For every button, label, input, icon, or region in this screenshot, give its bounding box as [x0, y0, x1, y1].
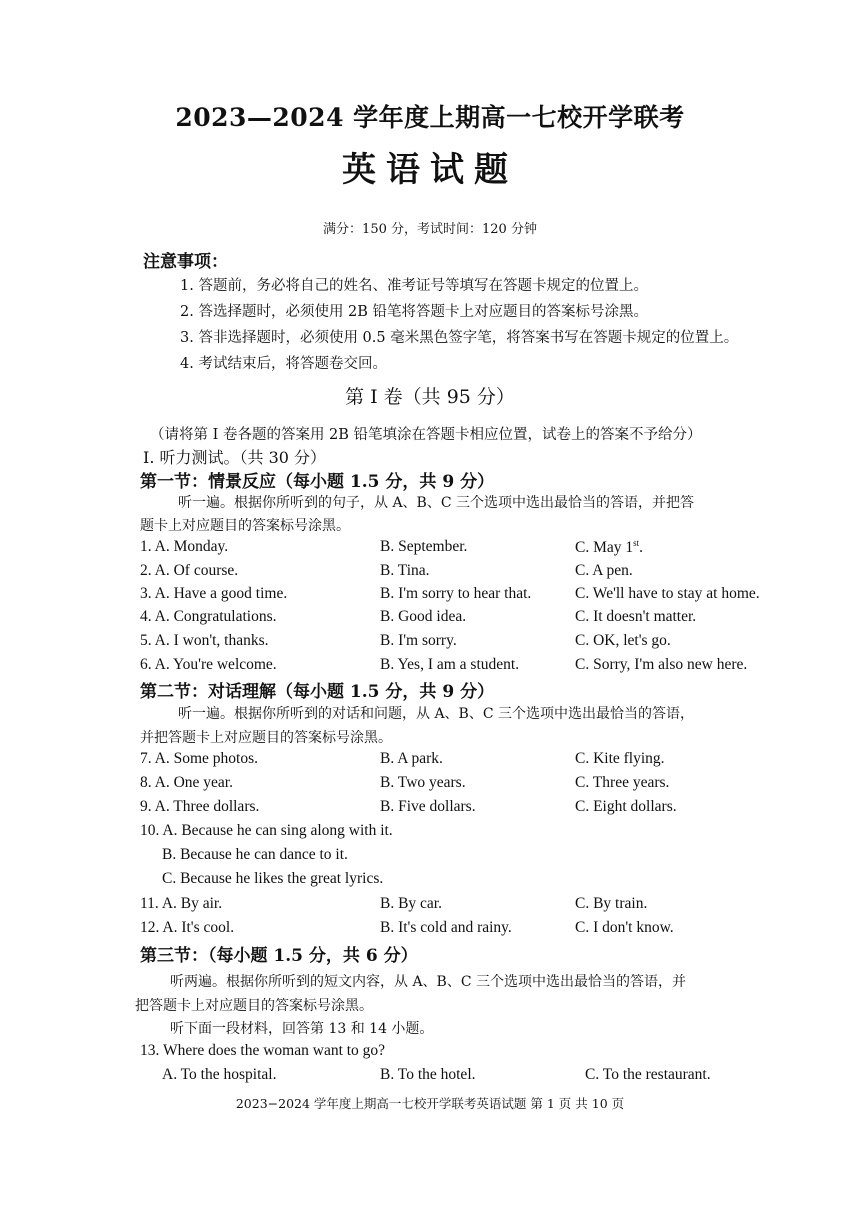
listening-section-title: I. 听力测试。（共 30 分）: [143, 448, 327, 467]
section3-heading: 第三节：（每小题 1.5 分，共 6 分）: [140, 946, 418, 966]
page-footer: 2023−2024 学年度上期高一七校开学联考英语试题 第 1 页 共 10 页: [235, 1096, 625, 1111]
part-note: （请将第 I 卷各题的答案用 2B 铅笔填涂在答题卡相应位置，试卷上的答案不予给分）: [150, 427, 702, 443]
option-a: 3. A. Have a good time.: [140, 585, 288, 602]
option-b: B. Yes, I am a student.: [380, 656, 520, 673]
section2-instructions: 听一遍。根据你所听到的对话和问题，从 A、B、C 三个选项中选出最恰当的答语，: [178, 706, 695, 722]
notice-item: 1. 答题前，务必将自己的姓名、准考证号等填写在答题卡规定的位置上。: [180, 278, 648, 294]
section3-instructions: 把答题卡上对应题目的答案标号涂黑。: [135, 998, 373, 1014]
option-c: C. Because he likes the great lyrics.: [162, 870, 384, 887]
option-a: 6. A. You're welcome.: [140, 656, 277, 673]
option-b: B. Five dollars.: [380, 798, 476, 815]
option-c: C. A pen.: [575, 562, 633, 579]
notice-heading: 注意事项：: [143, 252, 228, 272]
option-a: 4. A. Congratulations.: [140, 608, 277, 625]
option-c: C. It doesn't matter.: [575, 608, 697, 625]
option-a: 9. A. Three dollars.: [140, 798, 260, 815]
question-stem: 13. Where does the woman want to go?: [140, 1042, 386, 1059]
option-c: C. By train.: [575, 895, 648, 912]
option-c: C. Sorry, I'm also new here.: [575, 656, 748, 673]
option-b: B. A park.: [380, 750, 443, 767]
option-a: 8. A. One year.: [140, 774, 233, 791]
option-a: 2. A. Of course.: [140, 562, 239, 579]
option-b: B. I'm sorry.: [380, 632, 457, 649]
exam-title: 2023—2024 学年度上期高一七校开学联考: [175, 103, 685, 132]
part-title: 第 I 卷（共 95 分）: [345, 386, 515, 408]
option-c: C. Three years.: [575, 774, 670, 791]
option-a: 7. A. Some photos.: [140, 750, 258, 767]
section1-instructions: 题卡上对应题目的答案标号涂黑。: [140, 518, 350, 534]
option-b: B. Because he can dance to it.: [162, 846, 348, 863]
section3-instructions: 听下面一段材料，回答第 13 和 14 小题。: [170, 1021, 434, 1037]
option-a: 5. A. I won't, thanks.: [140, 632, 269, 649]
option-b: B. Good idea.: [380, 608, 467, 625]
exam-meta: 满分：150 分，考试时间：120 分钟: [323, 222, 537, 237]
option-c: C. I don't know.: [575, 919, 674, 936]
subject-title: 英语试题: [342, 150, 518, 190]
option-c: C. Kite flying.: [575, 750, 665, 767]
option-a: 12. A. It's cool.: [140, 919, 235, 936]
option-b: B. By car.: [380, 895, 442, 912]
section2-instructions: 并把答题卡上对应题目的答案标号涂黑。: [140, 730, 392, 746]
option-b: B. Two years.: [380, 774, 466, 791]
option-a: A. To the hospital.: [162, 1066, 277, 1083]
notice-item: 3. 答非选择题时，必须使用 0.5 毫米黑色签字笔，将答案书写在答题卡规定的位置上。: [180, 330, 739, 346]
option-c: C. OK, let's go.: [575, 632, 671, 649]
option-b: B. It's cold and rainy.: [380, 919, 512, 936]
section1-heading: 第一节：情景反应（每小题 1.5 分，共 9 分）: [140, 472, 495, 492]
option-b: B. September.: [380, 538, 468, 555]
option-c: C. Eight dollars.: [575, 798, 677, 815]
section3-instructions: 听两遍。根据你所听到的短文内容，从 A、B、C 三个选项中选出最恰当的答语，并: [170, 974, 687, 990]
option-b: B. To the hotel.: [380, 1066, 476, 1083]
option-a: 11. A. By air.: [140, 895, 223, 912]
option-b: B. I'm sorry to hear that.: [380, 585, 532, 602]
option-a: 10. A. Because he can sing along with it.: [140, 822, 393, 839]
option-a: 1. A. Monday.: [140, 538, 229, 555]
option-c: C. May 1st.: [575, 538, 644, 557]
notice-item: 4. 考试结束后，将答题卷交回。: [180, 356, 387, 372]
option-b: B. Tina.: [380, 562, 430, 579]
option-c: C. To the restaurant.: [585, 1066, 711, 1083]
notice-item: 2. 答选择题时，必须使用 2B 铅笔将答题卡上对应题目的答案标号涂黑。: [180, 304, 649, 320]
option-c: C. We'll have to stay at home.: [575, 585, 760, 602]
section2-heading: 第二节：对话理解（每小题 1.5 分，共 9 分）: [140, 682, 495, 702]
section1-instructions: 听一遍。根据你所听到的句子，从 A、B、C 三个选项中选出最恰当的答语，并把答: [178, 495, 695, 511]
